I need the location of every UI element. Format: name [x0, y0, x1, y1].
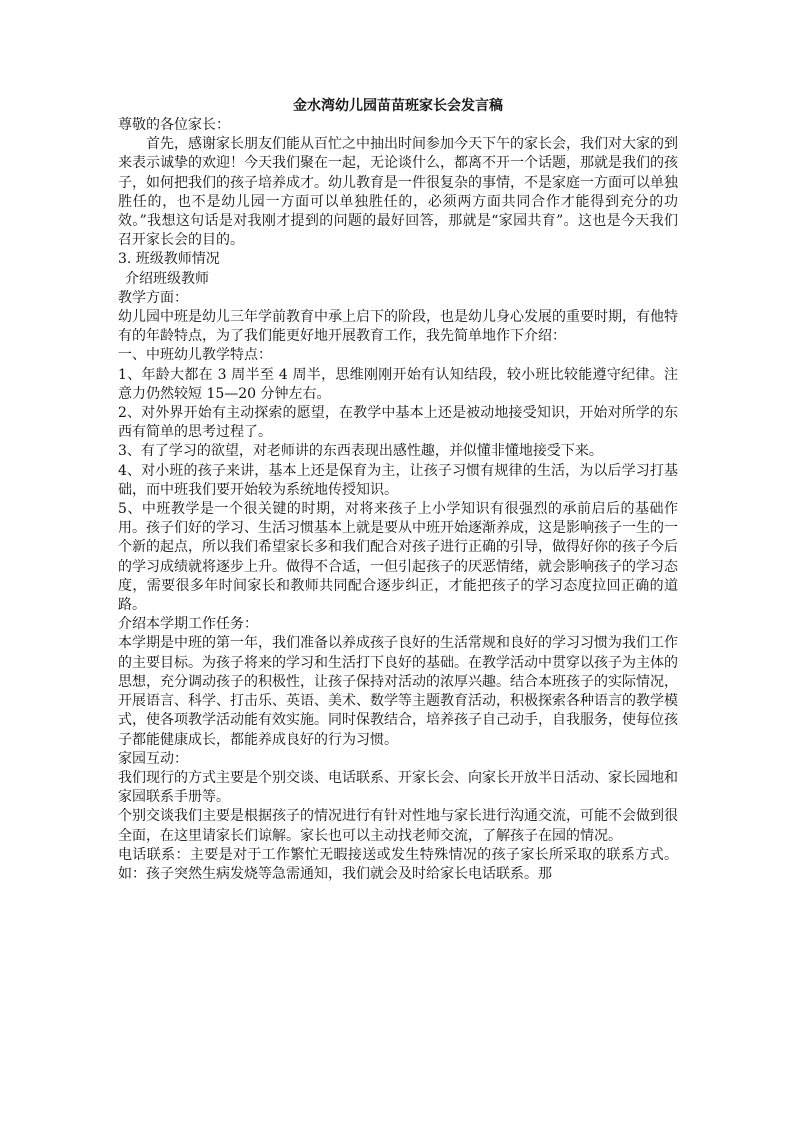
paragraph: 我们现行的方式主要是个别交谈、电话联系、开家长会、向家长开放半日活动、家长园地和家园联系手册等。 [118, 769, 678, 806]
paragraph: 介绍班级教师 [125, 270, 209, 287]
paragraph: 2、对外界开始有主动探索的愿望，在教学中基本上还是被动地接受知识，开始对所学的东西有简单的思考过程了。 [118, 405, 678, 441]
paragraph: 3. 班级教师情况 [118, 251, 220, 268]
document-title: 金水湾幼儿园苗苗班家长会发言稿 [293, 98, 503, 114]
paragraph: 3、有了学习的欲望，对老师讲的东西表现出感性趣，并似懂非懂地接受下来。 [118, 443, 603, 460]
paragraph: 一、中班幼儿教学特点： [118, 347, 272, 364]
paragraph: 4、对小班的孩子来讲，基本上还是保育为主，让孩子习惯有规律的生活，为以后学习打基础，而中班我们要开始较为系统地传授知识。 [118, 462, 678, 498]
paragraph: 本学期是中班的第一年，我们准备以养成孩子良好的生活常规和良好的学习习惯为我们工作的主要目标。为孩子将来的学习和生活打下良好的基础。在教学活动中贯穿以孩子为主体的思想，充分调动孩子的积极性，让孩子保持对活动的浓厚兴趣。结合本班孩子的实际情况，开展语言、科学、打击乐、英语、美术、数学等主题教育活动，积极探索各种语言的教学模式，使各项教学活动能有效实施。同时保教结合，培养孩子自己动手，自我服务，使每位孩子都能健康成长，都能养成良好的行为习惯。 [118, 635, 678, 748]
paragraph: 幼儿园中班是幼儿三年学前教育中承上启下的阶段，也是幼儿身心发展的重要时期，有他特有的年龄特点，为了我们能更好地开展教育工作，我先简单地作下介绍： [118, 309, 678, 345]
paragraph: 5、中班教学是一个很关键的时期，对将来孩子上小学知识有很强烈的承前启后的基础作用。孩子们好的学习、生活习惯基本上就是要从中班开始逐渐养成，这是影响孩子一生的一个新的起点，所以我们希望家长多和我们配合对孩子进行正确的引导，做得好你的孩子今后的学习成绩就将逐步上升。做得不合适，一但引起孩子的厌恶情绪，就会影响孩子的学习态度，需要很多年时间家长和教师共同配合逐步纠正，才能把孩子的学习态度拉回正确的道路。 [118, 501, 678, 614]
paragraph: 家园互动： [118, 750, 188, 767]
paragraph: 电话联系：主要是对于工作繁忙无暇接送或发生特殊情况的孩子家长所采取的联系方式。如：孩子突然生病发烧等急需通知，我们就会及时给家长电话联系。那 [118, 846, 678, 882]
paragraph: 个别交谈我们主要是根据孩子的情况进行有针对性地与家长进行沟通交流，可能不会做到很全面，在这里请家长们谅解。家长也可以主动找老师交流，了解孩子在园的情况。 [118, 808, 678, 844]
paragraph: 介绍本学期工作任务： [118, 616, 258, 633]
document-body [118, 116, 678, 884]
paragraph: 教学方面： [118, 289, 188, 306]
paragraph: 尊敬的各位家长： [118, 117, 230, 133]
paragraph: 1、年龄大都在 3 周半至 4 周半，思维刚刚开始有认知结段，较小班比较能遵守纪律。注意力仍然较短 15—20 分钟左右。 [118, 366, 678, 402]
document-page [118, 97, 678, 884]
paragraph: 首先，感谢家长朋友们能从百忙之中抽出时间参加今天下午的家长会，我们对大家的到来表示诚挚的欢迎！今天我们聚在一起，无论谈什么，都离不开一个话题，那就是我们的孩子，如何把我们的孩子培养成才。幼儿教育是一件很复杂的事情，不是家庭一方面可以单独胜任的，也不是幼儿园一方面可以单独胜任的，必须两方面共同合作才能得到充分的功效。”我想这句话是对我刚才提到的问题的最好回答，那就是“家园共育”。这也是今天我们召开家长会的目的。 [118, 136, 678, 249]
